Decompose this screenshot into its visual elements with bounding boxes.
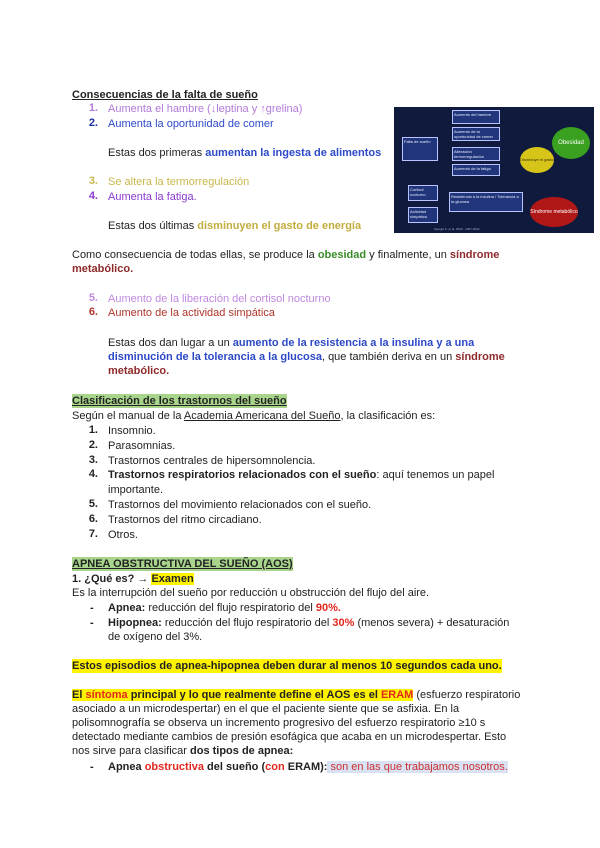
consequence-paragraph-l2: metabólico. — [72, 263, 134, 275]
list-number: 1. — [88, 424, 98, 436]
list-number: 7. — [88, 528, 98, 540]
subtitle-what-is: 1. ¿Qué es? → Examen — [72, 573, 194, 585]
list-number: 4. — [88, 190, 98, 202]
list-item-cont: importante. — [108, 484, 164, 496]
note-energy: Estas dos últimas disminuyen el gasto de energía — [108, 220, 362, 232]
section-title-consequences: Consecuencias de la falta de sueño — [72, 89, 258, 101]
list-number: 3. — [88, 175, 98, 187]
consequence-paragraph-l1: Como consecuencia de todas ellas, se produce la obesidad y finalmente, un síndrome — [72, 249, 500, 261]
list-number: 4. — [88, 468, 98, 480]
list-item: Trastornos del ritmo circadiano. — [108, 514, 262, 526]
obstructive-apnea-item: Apnea obstructiva del sueño (con ERAM): son en las que trabajamos nosotros. — [108, 761, 508, 773]
eram-paragraph-l4: detectado mediante cambios de presión esofágica que acaba en un microdespertar. Esto — [72, 731, 507, 743]
list-number: 2. — [88, 117, 98, 129]
eram-paragraph-l1: El síntoma principal y lo que realmente define el AOS es el ERAM (esfuerzo respiratorio — [72, 689, 521, 701]
diagram-box: Alteración termorregulación — [452, 147, 500, 161]
classification-intro: Según el manual de la Academia Americana del Sueño, la clasificación es: — [72, 410, 436, 422]
list-item: Trastornos respiratorios relacionados con el sueño: aquí tenemos un papel — [108, 469, 495, 481]
diagram-oval: Obesidad — [552, 127, 590, 159]
diagram-box: Aumento de la fatiga — [452, 164, 500, 176]
diagram-oval: Síndrome metabólico — [530, 197, 578, 227]
diagram-box: Aumento de la oportunidad de comer — [452, 127, 500, 141]
list-item: Parasomnias. — [108, 440, 176, 452]
hipopnea-item: Hipopnea: reducción del flujo respiratorio del 30% (menos severa) + desaturación — [108, 617, 510, 629]
bullet-dash: - — [90, 617, 94, 629]
list-item: Trastornos centrales de hipersomnolencia. — [108, 455, 316, 467]
diagram-box: Aumento del hambre — [452, 110, 500, 124]
list-item: Insomnio. — [108, 425, 156, 437]
academy-link[interactable]: Academia Americana del Sueño — [183, 410, 341, 422]
eram-paragraph-l3: polisomnografía se observa un incremento progresivo del esfuerzo respiratorio ≥10 s — [72, 717, 486, 729]
apnea-item: Apnea: reducción del flujo respiratorio del 90%. — [108, 602, 341, 614]
bullet-dash: - — [90, 761, 94, 773]
list-item: Aumento de la actividad simpática — [108, 307, 275, 319]
eram-paragraph-l2: asociado a un microdespertar) en el que el paciente siente que se asfixia. En la — [72, 703, 460, 715]
list-number: 6. — [88, 513, 98, 525]
diagram-caption: Spiegel K. et al. 2009 · 1997-2002 — [434, 227, 480, 231]
eram-paragraph-l5: nos sirve para clasificar dos tipos de apnea: — [72, 745, 294, 757]
note-insulin-l3: metabólico. — [108, 365, 170, 377]
note-insulin-l1: Estas dos dan lugar a un aumento de la resistencia a la insulina y a una — [108, 337, 475, 349]
diagram-oval: Disminuye el gasto — [520, 147, 554, 173]
list-item: Aumenta el hambre (↓leptina y ↑grelina) — [108, 103, 303, 115]
list-number: 3. — [88, 454, 98, 466]
section-title-classification: Clasificación de los trastornos del sueño — [72, 395, 287, 407]
list-number: 5. — [88, 292, 98, 304]
aos-definition: Es la interrupción del sueño por reducción u obstrucción del flujo del aire. — [72, 587, 430, 599]
list-item: Otros. — [108, 529, 138, 541]
exam-tag: Examen — [151, 573, 194, 585]
sleep-obesity-diagram — [394, 107, 594, 233]
note-insulin-l2: disminución de la tolerancia a la glucosa, que también deriva en un síndrome — [108, 351, 505, 363]
duration-note: Estos episodios de apnea-hipopnea deben durar al menos 10 segundos cada uno. — [72, 660, 502, 672]
list-number: 5. — [88, 498, 98, 510]
list-number: 2. — [88, 439, 98, 451]
note-intake: Estas dos primeras aumentan la ingesta de alimentos — [108, 147, 382, 159]
list-item: Aumenta la fatiga. — [108, 191, 197, 203]
diagram-box-main: Falta de sueño — [402, 137, 438, 161]
diagram-box: Actividad simpática — [408, 207, 438, 223]
list-item: Aumento de la liberación del cortisol nocturno — [108, 293, 331, 305]
list-item: Se altera la termorregulación — [108, 176, 250, 188]
hipopnea-item-cont: de oxígeno del 3%. — [108, 631, 203, 643]
bullet-dash: - — [90, 602, 94, 614]
diagram-box: Cortisol nocturno — [408, 185, 438, 201]
list-number: 6. — [88, 306, 98, 318]
list-item: Aumenta la oportunidad de comer — [108, 118, 274, 130]
section-title-aos: APNEA OBSTRUCTIVA DEL SUEÑO (AOS) — [72, 558, 293, 570]
diagram-box: Resistencia a la insulina / Tolerancia a la glucosa — [449, 192, 523, 212]
list-number: 1. — [88, 102, 98, 114]
list-item: Trastornos del movimiento relacionados con el sueño. — [108, 499, 372, 511]
